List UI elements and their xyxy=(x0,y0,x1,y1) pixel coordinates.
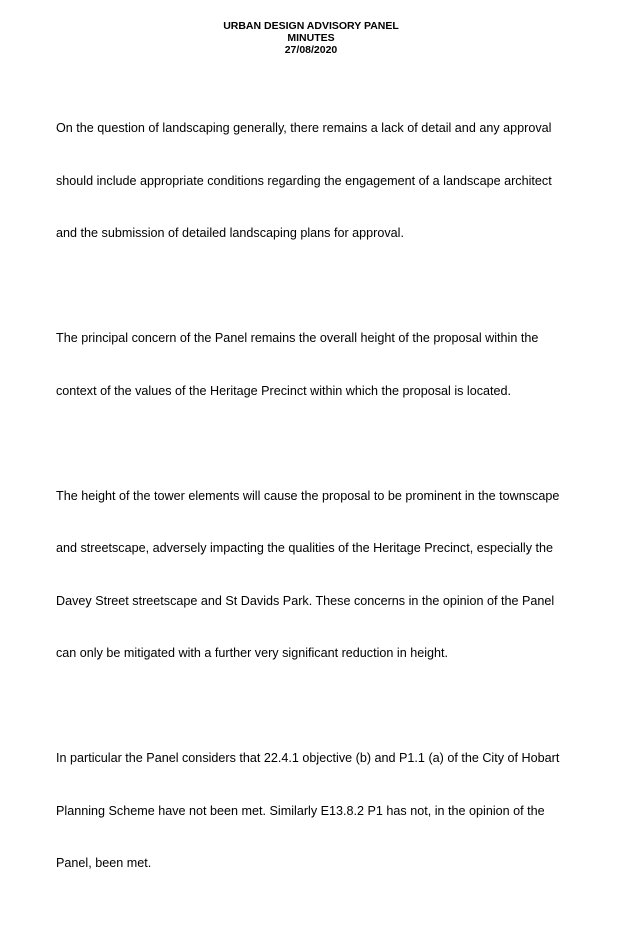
paragraph-landscaping xyxy=(56,85,568,278)
paragraph-line: The height of the tower elements will cause the proposal to be prominent in the townscape xyxy=(56,488,560,503)
paragraph-line: Panel, been met. xyxy=(56,856,152,870)
paragraph-principal-concern xyxy=(56,295,568,435)
meeting-date: 27/08/2020 xyxy=(284,44,338,56)
paragraph-line: On the question of landscaping generally, there remains a lack of detail and any approval xyxy=(56,121,552,135)
paragraph-line: context of the values of the Heritage Precinct within which the proposal is located. xyxy=(56,383,512,398)
document-header xyxy=(0,20,622,56)
paragraph-line: Planning Scheme have not been met. Similarly E13.8.2 P1 has not, in the opinion of the xyxy=(56,803,545,818)
paragraph-line: and the submission of detailed landscaping plans for approval. xyxy=(56,226,404,240)
minutes-label: MINUTES xyxy=(287,32,335,44)
paragraph-line: should include appropriate conditions regarding the engagement of a landscape architect xyxy=(56,173,552,188)
paragraph-line: Davey Street streetscape and St Davids Park. These concerns in the opinion of the Panel xyxy=(56,593,555,608)
paragraph-line: can only be mitigated with a further very significant reduction in height. xyxy=(56,646,449,660)
paragraph-line: and streetscape, adversely impacting the qualities of the Heritage Precinct, especially the xyxy=(56,541,554,555)
paragraph-line: The principal concern of the Panel remains the overall height of the proposal within the xyxy=(56,331,539,345)
document-body xyxy=(56,85,568,925)
panel-title: URBAN DESIGN ADVISORY PANEL xyxy=(223,20,399,32)
paragraph-line: In particular the Panel considers that 22.4.1 objective (b) and P1.1 (a) of the City of Hobart xyxy=(56,751,560,765)
paragraph-tower-height xyxy=(56,453,568,698)
